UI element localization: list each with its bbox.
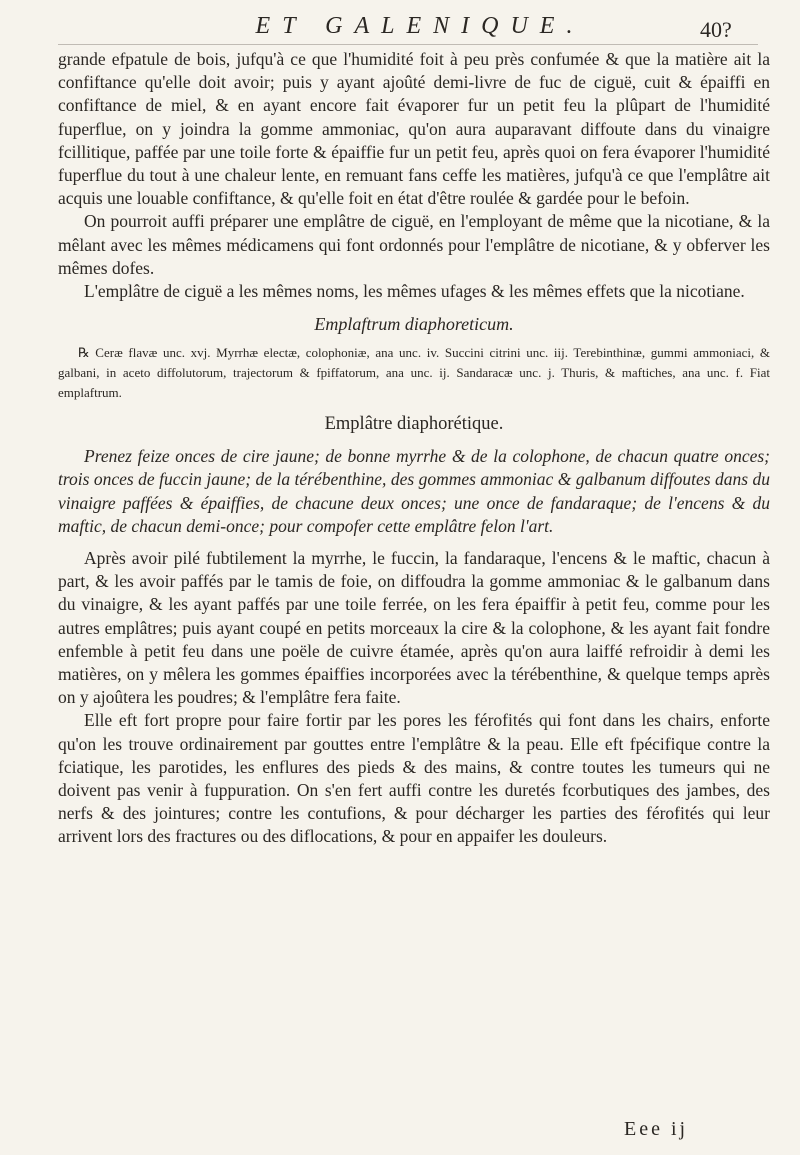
french-section-title: Emplâtre diaphorétique. (324, 414, 504, 435)
main-text (58, 48, 770, 849)
header-rule (58, 44, 758, 45)
latin-section-title: Emplaftrum diaphoreticum. (314, 314, 514, 335)
paragraph-method: Après avoir pilé fubtilement la myrrhe, le fuccin, la fandaraque, l'encens & le maftic, chacun à part, & les avoir paffés par le tamis de foie, on diffoudra la gomme ammoniac & le galbanum dans du vinaigre, & les ayant paffés par une toile ferrée, on les fera épaiffir à petit feu, comme pour les autres emplâtres; puis ayant coupé en petits morceaux la cire & la colophone, & les ayant fait fondre enfemble à petit feu dans une poële de cuivre étamée, après qu'on aura laiffé refroidir à demi les matières, on y mêlera les gommes épaiffies incorporées avec la térébenthine, & quelque temps après on y ajoûtera les poudres; & l'emplâtre fera faite. (58, 548, 770, 708)
paragraph-cigue-alternative: On pourroit auffi préparer une emplâtre de ciguë, en l'employant de même que la nicotiane, & la mêlant avec les mêmes médicamens qui font ordonnés pour l'emplâtre de nicotiane, & y obferver les mêmes dofes. (58, 211, 770, 278)
running-title: ET GALENIQUE. (255, 13, 585, 39)
paragraph-cigue-uses: L'emplâtre de ciguë a les mêmes noms, les mêmes ufages & les mêmes effets que la nicotiane. (84, 281, 745, 302)
french-recipe: Prenez feize onces de cire jaune; de bonne myrrhe & de la colophone, de chacun quatre onces; trois onces de fuccin jaune; de la térébenthine, des gommes ammoniac & galbanum diffoutes dans du vinaigre paffées & épaiffies, de chacune deux onces; une once de fandaraque; de l'encens & du maftic, de chacun demi-once; pour compofer cette emplâtre felon l'art. (58, 446, 770, 536)
paragraph-properties: Elle eft fort propre pour faire fortir par les pores les férofités qui font dans les chairs, enforte qu'on les trouve ordinairement par gouttes entre l'emplâtre & la peau. Elle eft fpécifique contre la fciatique, les parotides, les enflures des pieds & des mains, & contre toutes les tumeurs qui ne doivent pas venir à fuppuration. On s'en fert auffi contre les duretés fcorbutiques des jambes, des nerfs & des jointures; contre les contufions, & pour décharger les parties des férofités qui leur arrivent lors des fractures ou des diflocations, & pour en appaifer les douleurs. (58, 710, 770, 847)
paragraph-preparation: grande efpatule de bois, jufqu'à ce que l'humidité foit à peu près confumée & que la matière ait la confiftance qu'elle doit avoir; puis y ayant ajoûté demi-livre de fuc de ciguë, cuit & épaiffi en confiftance de miel, & en ayant encore fait évaporer fur un petit feu la plûpart de l'humidité fuperflue, on y joindra la gomme ammoniac, qu'on aura auparavant diffoute dans du vinaigre fcillitique, paffée par une toile forte & épaiffie fur un petit feu, après quoi on fera évaporer l'humidité fuperflue du tout à une chaleur lente, en remuant fans ceffe les matières, jufqu'à ce que l'emplâtre ait acquis une louable confiftance, & qu'elle foit en état d'être roulée & gardée pour le befoin. (58, 49, 770, 209)
latin-recipe: ℞ Ceræ flavæ unc. xvj. Myrrhæ electæ, colophoniæ, ana unc. iv. Succini citrini unc. iij. Terebinthinæ, gummi ammoniaci, & galbani, in aceto diffolutorum, trajectorum & fpiffatorum, ana unc. ij. Sandaracæ unc. j. Thuris, & maftiches, ana unc. f. Fiat emplaftrum. (58, 345, 770, 401)
signature-mark: Eee ij (624, 1118, 689, 1140)
page-number: 40? (700, 17, 732, 42)
